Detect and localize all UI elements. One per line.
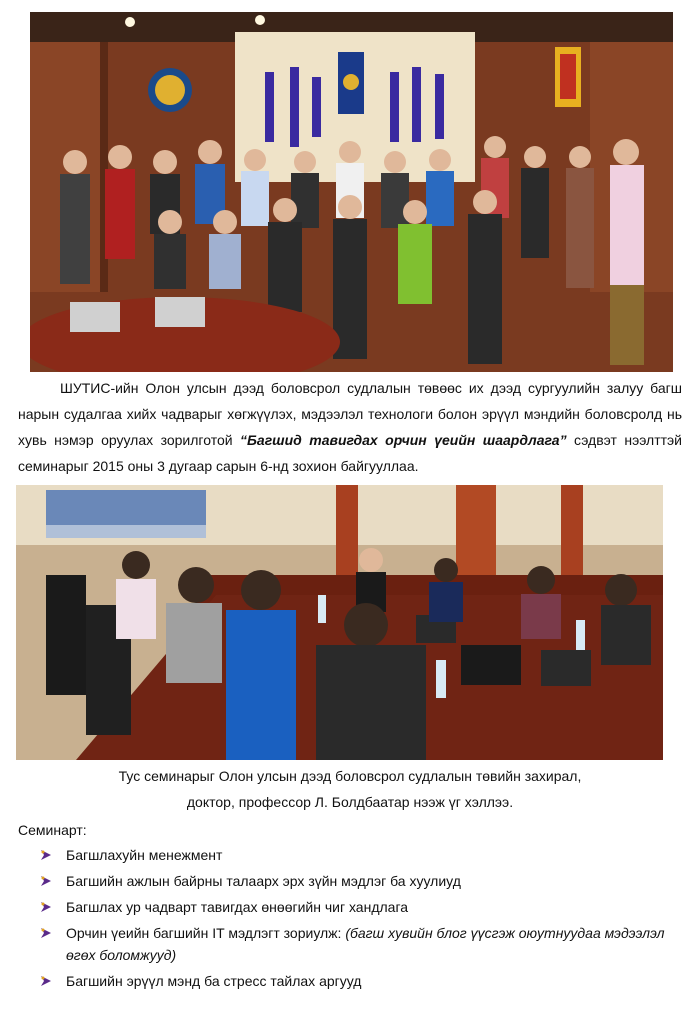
star-arrow-bullet-icon (40, 927, 52, 939)
intro-paragraph (18, 375, 682, 479)
star-arrow-bullet-icon (40, 975, 52, 987)
topic-text: Багшлах ур чадварт тавигдах өнөөгийн чиг хандлага (66, 899, 409, 915)
seminar-title: “Багшид тавигдах орчин үеийн шаардлага” (240, 432, 567, 448)
group-photo (30, 12, 673, 372)
topic-text: Багшийн ажлын байрны талаарх эрх зүйн мэдлэг ба хуулиуд (66, 873, 461, 889)
star-arrow-bullet-icon (40, 901, 52, 913)
topic-text: Багшлахуйн менежмент (66, 847, 223, 863)
seminar-photo (16, 485, 663, 760)
caption-line-2: доктор, профессор Л. Болдбаатар нээж үг хэллээ. (186, 794, 514, 810)
topic-note: (багш хувийн блог үүсгэж оюутнуудаа мэдээлэл өгөх боломжууд) (66, 925, 665, 963)
list-item (40, 896, 680, 918)
photo-caption (18, 763, 682, 815)
star-arrow-bullet-icon (40, 849, 52, 861)
list-item (40, 922, 680, 966)
list-item (40, 844, 680, 866)
topic-text: Багшийн эрүүл мэнд ба стресс тайлах аргууд (66, 973, 362, 989)
star-arrow-bullet-icon (40, 875, 52, 887)
topic-list (40, 844, 680, 996)
list-item (40, 970, 680, 992)
intro-text-end: сэдвэт нээлттэй семинарыг 2015 оны 3 дугаар сарын 6-нд зохион байгууллаа. (18, 432, 683, 474)
seminar-label: Семинарт: (18, 822, 87, 838)
topic-text: Орчин үеийн багшийн IT мэдлэгт зориулж: (66, 925, 346, 941)
caption-line-1: Тус семинарыг Олон улсын дээд боловсрол судлалын төвийн захирал, (118, 768, 582, 784)
intro-text: ШУТИС-ийн Олон улсын дээд боловсрол судлалын төвөөс их дээд сургуулийн залуу багш нарын судалгаа хийх чадварыг хөгжүүлэх, мэдээлэл технологи болон эрүүл мэндийн боловсролд нь хувь нэмэр оруулах зорилготой (18, 380, 682, 448)
list-item (40, 870, 680, 892)
